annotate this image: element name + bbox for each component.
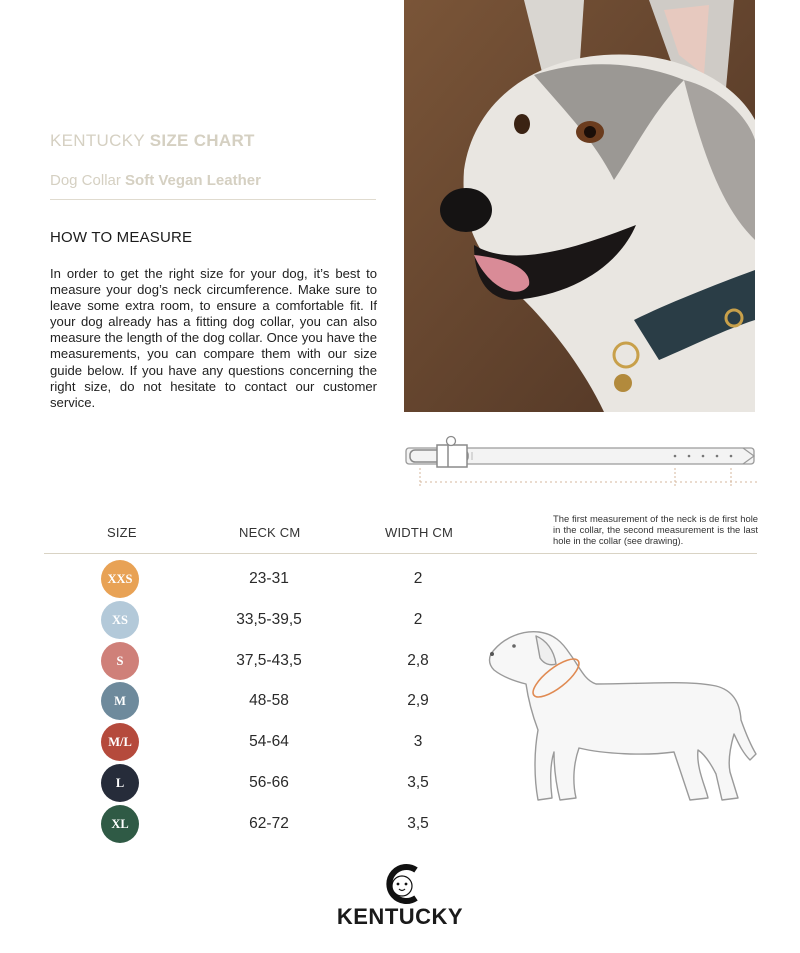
title-size-chart: SIZE CHART xyxy=(149,131,255,150)
column-header-width: WIDTH CM xyxy=(385,525,454,540)
neck-value: 23-31 xyxy=(249,570,289,587)
width-value: 2 xyxy=(413,570,423,587)
table-row xyxy=(0,642,500,682)
title-brand: KENTUCKY xyxy=(50,131,145,150)
neck-value: 62-72 xyxy=(249,815,289,832)
neck-value: 33,5-39,5 xyxy=(236,611,302,628)
table-row xyxy=(0,601,500,641)
size-badge: XL xyxy=(101,805,139,843)
size-badge: S xyxy=(101,642,139,680)
table-row xyxy=(0,682,500,722)
size-badge: L xyxy=(101,764,139,802)
subtitle-material: Soft Vegan Leather xyxy=(125,172,261,189)
size-badge: M xyxy=(101,682,139,720)
width-value: 2,8 xyxy=(407,652,429,669)
size-badge: XS xyxy=(101,601,139,639)
husky-photo xyxy=(404,0,755,412)
table-row xyxy=(0,560,500,600)
table-row xyxy=(0,723,500,763)
divider xyxy=(50,199,376,200)
width-value: 2 xyxy=(413,611,423,628)
width-value: 3 xyxy=(413,733,423,750)
size-badge: XXS xyxy=(101,560,139,598)
how-to-measure-heading: HOW TO MEASURE xyxy=(50,229,193,246)
neck-value: 56-66 xyxy=(249,774,289,791)
collar-drawing-icon xyxy=(400,432,758,495)
page-title xyxy=(50,131,255,151)
table-row xyxy=(0,805,500,845)
kentucky-logo xyxy=(330,862,470,932)
size-badge: M/L xyxy=(101,723,139,761)
neck-value: 48-58 xyxy=(249,692,289,709)
dog-outline-icon xyxy=(484,622,759,812)
table-divider xyxy=(44,553,757,554)
subtitle-product: Dog Collar xyxy=(50,172,121,189)
measurement-note: The first measurement of the neck is de first hole in the collar, the second measurement is the last hole in the collar (see drawing). xyxy=(553,513,758,546)
width-value: 3,5 xyxy=(407,815,429,832)
how-to-measure-text: In order to get the right size for your dog, it’s best to measure your dog’s neck circumference. Make sure to leave some extra room, to ensure a comfortable fit. If your dog already has a fitting dog collar, you can also measure the length of the dog collar. Once you have the measurements, you can compare them with our size guide below. If you have any questions concerning the right size, do not hesitate to contact our customer service. xyxy=(50,266,377,410)
neck-value: 54-64 xyxy=(249,733,289,750)
brand-wordmark: KENTUCKY xyxy=(336,904,464,929)
page-subtitle xyxy=(50,172,261,189)
column-header-neck: NECK CM xyxy=(239,525,301,540)
neck-value: 37,5-43,5 xyxy=(236,652,302,669)
column-header-size: SIZE xyxy=(107,525,137,540)
width-value: 3,5 xyxy=(407,774,429,791)
table-row xyxy=(0,764,500,804)
width-value: 2,9 xyxy=(407,692,429,709)
